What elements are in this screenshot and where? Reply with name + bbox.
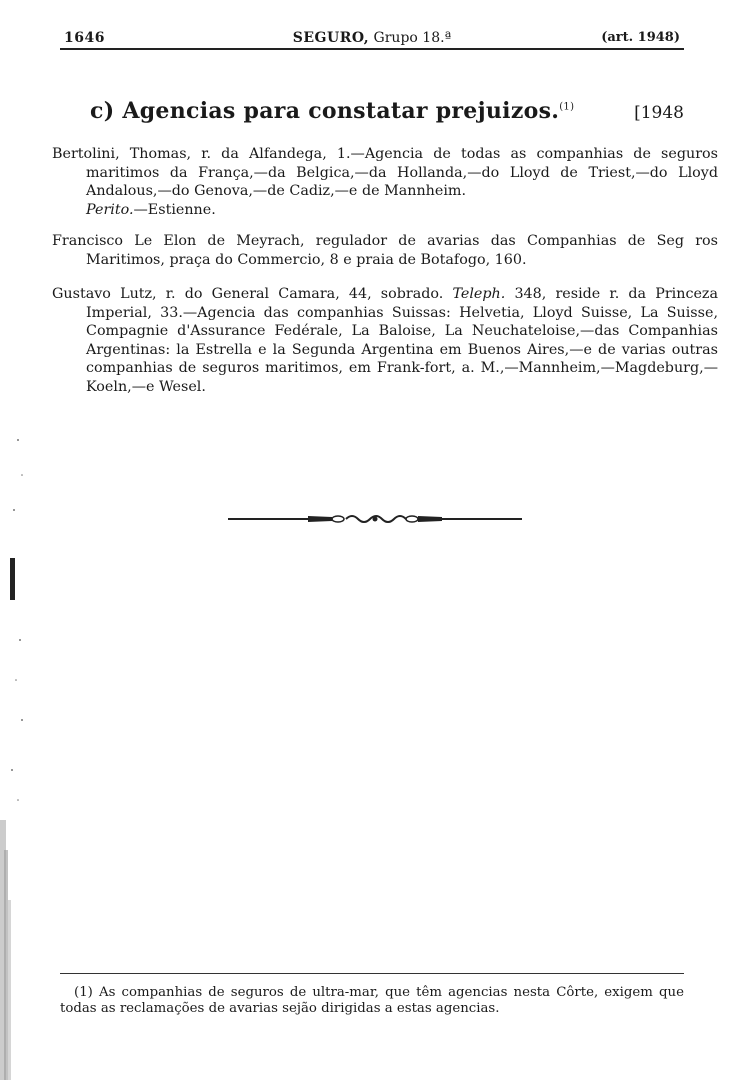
- section-number: [1948: [634, 103, 684, 123]
- perito-label: Perito.: [86, 201, 134, 218]
- directory-entry-francisco: [52, 232, 718, 269]
- header-rule: [60, 48, 684, 50]
- running-header: [60, 30, 684, 50]
- directory-entry-bertolini: [52, 145, 718, 219]
- running-title: [60, 30, 684, 46]
- footnote: [60, 985, 684, 1017]
- footnote-marker: (1): [74, 985, 93, 1000]
- entry-text: Bertolini, Thomas, r. da Alfandega, 1.—Agencia de todas as companhias de seguros maritimos da França,—da Belgica,—da Hollanda,—do Lloyd de Triest,—do Lloyd Andalous,—do Genova,—de Cadiz,—e de Mannheim.: [52, 146, 718, 199]
- entry-text-start: Gustavo Lutz, r. do General Camara, 44, sobrado.: [52, 286, 453, 302]
- perito-value: —Estienne.: [133, 201, 216, 218]
- running-title-bold: SEGURO,: [292, 30, 370, 46]
- ornament-divider: [228, 512, 522, 526]
- section-heading-text: c) Agencias para constatar prejuizos.: [90, 98, 560, 124]
- teleph-label: Teleph.: [452, 286, 506, 302]
- page-number: 1646: [64, 30, 105, 46]
- running-title-rest: Grupo 18.ª: [369, 30, 452, 46]
- directory-entry-lutz: [52, 285, 718, 396]
- section-heading: [90, 98, 574, 124]
- entry-text-end: 348, reside r. da Princeza Imperial, 33.—Agencia das companhias Suissas: Helvetia, Lloyd Suisse, La Suisse, Compagnie d'Assurance Fedérale, La Baloise, La Neuchateloise,—das Companhias Argentinas: la Estrella e la Segunda Argentina em Buenos Aires,—e de varias outras companhias de seguros maritimos, em Frank-fort, a. M.,—Mannheim,—Magdeburg,—Koeln,—e Wesel.: [86, 286, 718, 395]
- entry-text: Francisco Le Elon de Meyrach, regulador de avarias das Companhias de Seg ros Maritimos, praça do Commercio, 8 e praia de Botafogo, 160.: [52, 233, 718, 268]
- footnote-rule: [60, 973, 684, 974]
- heading-footnote-marker: (1): [559, 101, 575, 113]
- footnote-text: As companhias de seguros de ultra-mar, que têm agencias nesta Côrte, exigem que todas as reclamações de avarias sejão dirigidas a estas agencias.: [60, 985, 684, 1016]
- article-reference: (art. 1948): [601, 30, 680, 45]
- scan-edge-artifact: [0, 380, 28, 1080]
- perito-line: [86, 201, 718, 220]
